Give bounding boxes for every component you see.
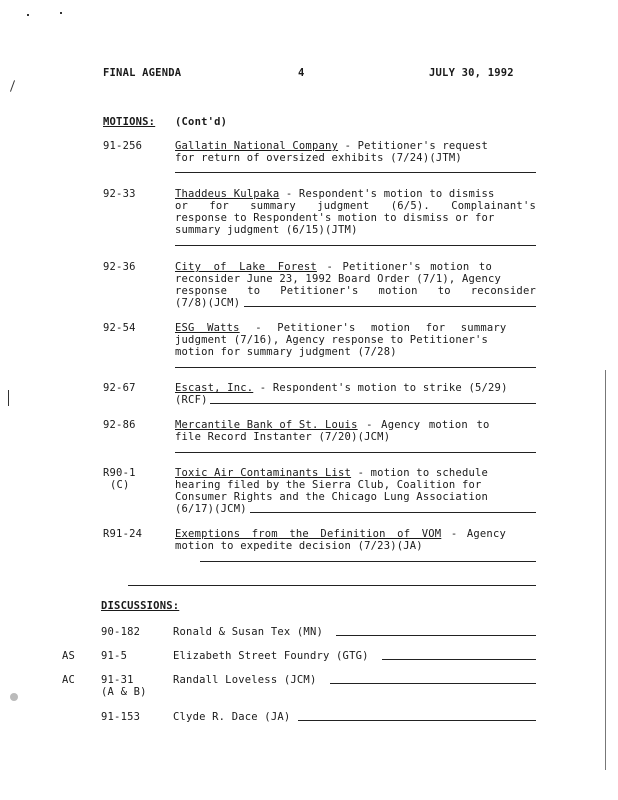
case-number: 91-31 [101, 674, 134, 686]
signature-rule [175, 172, 536, 173]
party-name: Gallatin National Company [175, 140, 339, 152]
discussion-text: Randall Loveless (JCM) [173, 674, 317, 686]
motion-line [175, 188, 495, 200]
motion-line: or for summary judgment (6/5). Complainant's [175, 200, 536, 212]
motion-line: file Record Instanter (7/20)(JCM) [175, 431, 391, 443]
scan-speck [8, 390, 9, 406]
case-number: 91-153 [101, 711, 141, 723]
motion-text: - Petitioner's motion to [316, 261, 492, 273]
page-header-date: JULY 30, 1992 [429, 67, 514, 79]
motion-line [175, 528, 506, 540]
motion-line [175, 140, 536, 152]
case-number: 92-86 [103, 419, 136, 431]
case-number: 90-182 [101, 626, 141, 638]
party-name: Escast, Inc. [175, 382, 254, 394]
scan-speck [605, 370, 606, 770]
page-number: 4 [298, 67, 305, 79]
motion-line: Consumer Rights and the Chicago Lung Association [175, 491, 489, 503]
signature-rule [200, 561, 536, 562]
party-name: Toxic Air Contaminants List [175, 467, 352, 479]
section-divider [128, 585, 536, 586]
motion-line: hearing filed by the Sierra Club, Coalition for [175, 479, 482, 491]
motion-text: - Agency [441, 528, 506, 540]
motion-line [175, 322, 506, 334]
signature-rule [175, 367, 536, 368]
motion-line [175, 419, 490, 431]
signature-rule [175, 245, 536, 246]
motion-text: - Respondent's motion to dismiss [279, 188, 495, 200]
party-name: City of Lake Forest [175, 261, 317, 273]
motion-text: - Respondent's motion to strike (5/29) [253, 382, 508, 394]
signature-rule [382, 659, 536, 660]
party-name: Exemptions from the Definition of VOM [175, 528, 442, 540]
signature-rule [298, 720, 536, 721]
discussion-text: Ronald & Susan Tex (MN) [173, 626, 323, 638]
case-number: 91-256 [103, 140, 143, 152]
motion-line [175, 467, 488, 479]
motions-contd: (Cont'd) [175, 116, 228, 128]
motion-text: - motion to schedule [351, 467, 489, 479]
motion-line: response to Respondent's motion to dismiss or for [175, 212, 495, 224]
scan-speck [10, 693, 18, 701]
case-number: 92-54 [103, 322, 136, 334]
signature-rule [250, 512, 536, 513]
motion-line: response to Petitioner's motion to reconsider [175, 285, 536, 297]
motion-text: - Petitioner's motion for summary [239, 322, 507, 334]
case-number: R91-24 [103, 528, 143, 540]
motion-line: (6/17)(JCM) [175, 503, 247, 515]
signature-rule [175, 452, 536, 453]
case-number: 92-67 [103, 382, 136, 394]
motion-line: for return of oversized exhibits (7/24)(JTM) [175, 152, 462, 164]
motion-line: reconsider June 23, 1992 Board Order (7/1), Agency [175, 273, 502, 285]
motion-line: summary judgment (6/15)(JTM) [175, 224, 358, 236]
motion-text: - Petitioner's request [338, 140, 489, 152]
motion-line: motion to expedite decision (7/23)(JA) [175, 540, 423, 552]
motions-heading: MOTIONS: [103, 116, 156, 128]
signature-rule [336, 635, 536, 636]
case-number-sub: (C) [110, 479, 130, 491]
discussion-mark: AC [62, 674, 76, 686]
scan-speck [27, 14, 29, 16]
party-name: ESG Watts [175, 322, 240, 334]
page-header-title: FINAL AGENDA [103, 67, 182, 79]
signature-rule [210, 403, 536, 404]
motion-text: - Agency motion to [357, 419, 490, 431]
motion-line: (RCF) [175, 394, 208, 406]
party-name: Thaddeus Kulpaka [175, 188, 280, 200]
case-number: 92-36 [103, 261, 136, 273]
scan-speck [10, 80, 15, 92]
signature-rule [244, 306, 536, 307]
motion-line [175, 261, 492, 273]
motion-line: judgment (7/16), Agency response to Petitioner's [175, 334, 489, 346]
discussion-text: Clyde R. Dace (JA) [173, 711, 291, 723]
discussions-heading: DISCUSSIONS: [101, 600, 180, 612]
case-number: 92-33 [103, 188, 136, 200]
scan-speck [60, 12, 62, 14]
motion-line: (7/8)(JCM) [175, 297, 241, 309]
case-number: R90-1 [103, 467, 136, 479]
party-name: Mercantile Bank of St. Louis [175, 419, 358, 431]
motion-line: motion for summary judgment (7/28) [175, 346, 397, 358]
motion-line [175, 382, 508, 394]
case-number: 91-5 [101, 650, 128, 662]
case-number-sub: (A & B) [101, 686, 147, 698]
signature-rule [330, 683, 536, 684]
discussion-mark: AS [62, 650, 76, 662]
discussion-text: Elizabeth Street Foundry (GTG) [173, 650, 369, 662]
